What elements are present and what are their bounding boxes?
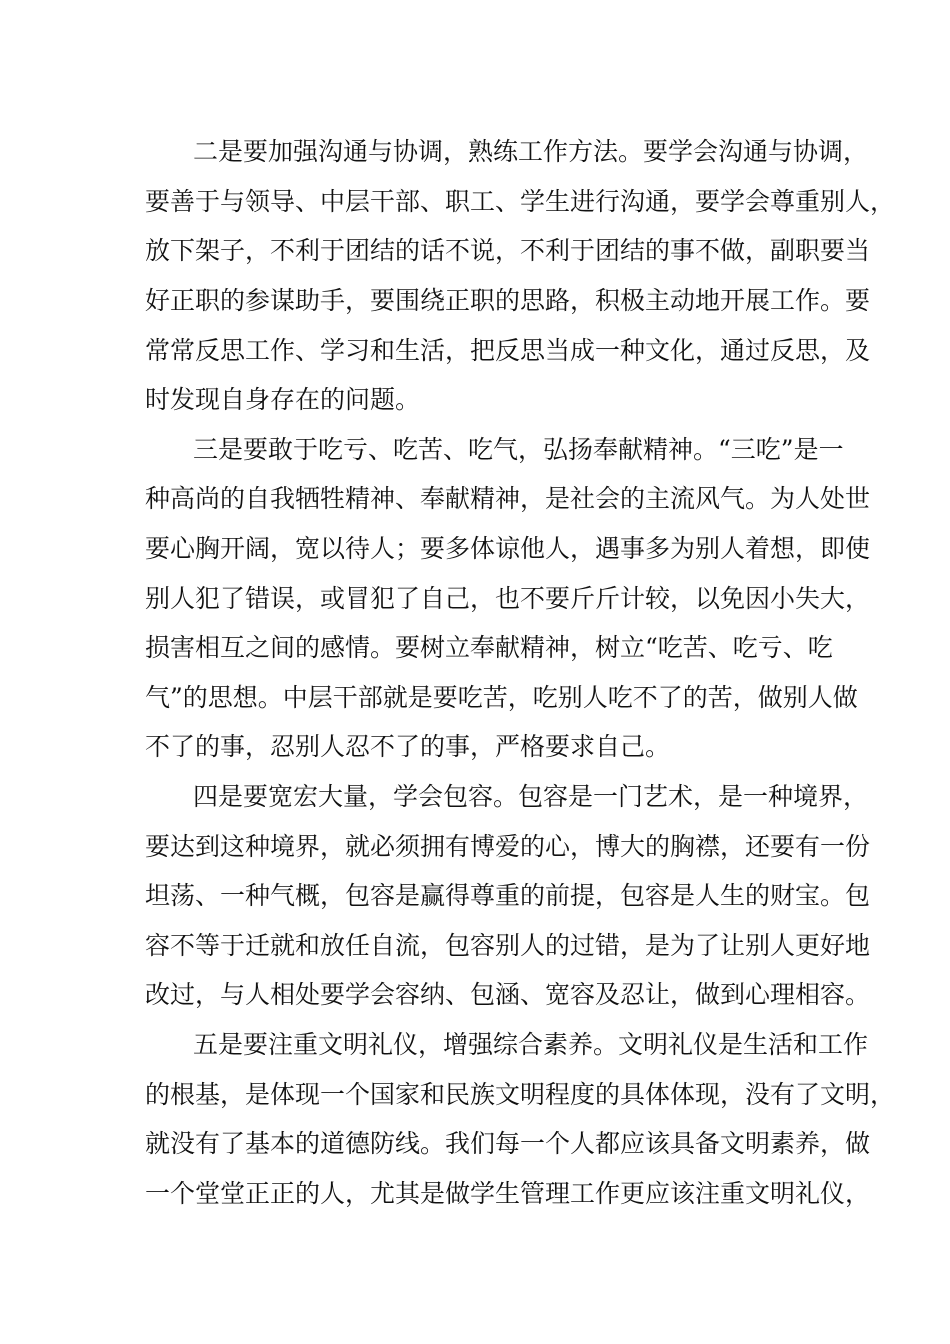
text-line: 就没有了基本的道德防线。我们每一个人都应该具备文明素养，做: [145, 1129, 871, 1158]
text-line: 别人犯了错误，或冒犯了自己，也不要斤斤计较，以免因小失大，: [145, 584, 871, 613]
text-line: 坦荡、一种气概，包容是赢得尊重的前提，包容是人生的财宝。包: [145, 881, 871, 910]
text-line: 常常反思工作、学习和生活，把反思当成一种文化，通过反思，及: [145, 336, 871, 365]
text-line: 种高尚的自我牺牲精神、奉献精神，是社会的主流风气。为人处世: [145, 484, 871, 513]
text-line: 不了的事，忍别人忍不了的事，严格要求自己。: [145, 732, 671, 761]
text-line: 二是要加强沟通与协调，熟练工作方法。要学会沟通与协调，: [193, 137, 869, 166]
text-line: 好正职的参谋助手，要围绕正职的思路，积极主动地开展工作。要: [145, 286, 871, 315]
text-line: 五是要注重文明礼仪，增强综合素养。文明礼仪是生活和工作: [193, 1030, 869, 1059]
text-line: 时发现自身存在的问题。: [145, 385, 421, 414]
text-line: 损害相互之间的感情。要树立奉献精神，树立“吃苦、吃亏、吃: [145, 633, 833, 662]
text-line: 四是要宽宏大量，学会包容。包容是一门艺术，是一种境界，: [193, 782, 869, 811]
text-line: 要达到这种境界，就必须拥有博爱的心，博大的胸襟，还要有一份: [145, 832, 871, 861]
text-line: 的根基，是体现一个国家和民族文明程度的具体体现，没有了文明，: [145, 1080, 896, 1109]
text-line: 气”的思想。中层干部就是要吃苦，吃别人吃不了的苦，做别人做: [145, 683, 858, 712]
text-line: 容不等于迁就和放任自流，包容别人的过错，是为了让别人更好地: [145, 931, 871, 960]
text-line: 放下架子，不利于团结的话不说，不利于团结的事不做，副职要当: [145, 236, 871, 265]
text-line: 一个堂堂正正的人，尤其是做学生管理工作更应该注重文明礼仪，: [145, 1179, 871, 1208]
text-line: 要心胸开阔，宽以待人；要多体谅他人，遇事多为别人着想，即使: [145, 534, 871, 563]
text-line: 要善于与领导、中层干部、职工、学生进行沟通，要学会尊重别人，: [145, 187, 896, 216]
text-line: 三是要敢于吃亏、吃苦、吃气，弘扬奉献精神。“三吃”是一: [193, 435, 844, 464]
text-line: 改过，与人相处要学会容纳、包涵、宽容及忍让，做到心理相容。: [145, 980, 871, 1009]
